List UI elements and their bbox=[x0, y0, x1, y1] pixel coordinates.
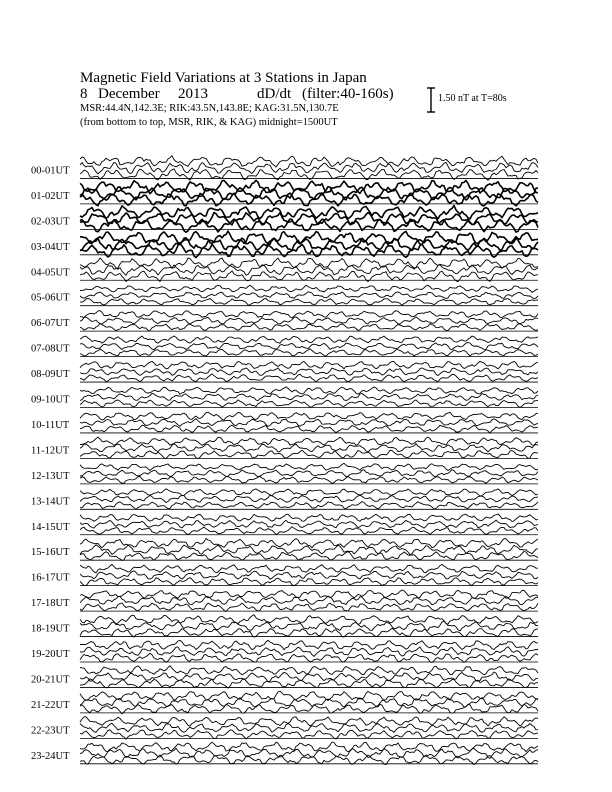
trace-msr bbox=[80, 425, 538, 433]
hour-label: 08-09UT bbox=[31, 369, 70, 381]
trace-kag bbox=[80, 489, 538, 496]
trace-kag bbox=[80, 564, 538, 572]
trace-msr bbox=[80, 323, 538, 330]
trace-msr bbox=[80, 476, 538, 483]
trace-kag bbox=[80, 387, 538, 395]
trace-rik bbox=[80, 596, 538, 605]
hour-label: 06-07UT bbox=[31, 318, 70, 330]
station-coordinates: MSR:44.4N,142.3E; RIK:43.5N,143.8E; KAG:31.5N,130.7E bbox=[80, 103, 339, 114]
trace-msr bbox=[80, 730, 538, 739]
hour-label: 03-04UT bbox=[31, 241, 70, 253]
date-day: 8 bbox=[80, 86, 88, 102]
trace-kag bbox=[80, 285, 538, 292]
hour-rows bbox=[31, 156, 538, 765]
trace-msr bbox=[80, 628, 538, 637]
trace-msr bbox=[80, 502, 538, 510]
trace-kag bbox=[80, 640, 538, 649]
trace-kag bbox=[80, 361, 538, 369]
trace-msr bbox=[80, 755, 538, 765]
hour-label: 05-06UT bbox=[31, 292, 70, 304]
trace-rik bbox=[80, 187, 538, 200]
hour-label: 20-21UT bbox=[31, 674, 70, 686]
trace-rik bbox=[80, 444, 538, 453]
trace-kag bbox=[80, 615, 538, 625]
trace-msr bbox=[80, 299, 538, 306]
trace-rik bbox=[80, 470, 538, 477]
trace-msr bbox=[80, 374, 538, 382]
hour-label: 01-02UT bbox=[31, 190, 70, 202]
stacking-order-note: (from bottom to top, MSR, RIK, & KAG) midnight=1500UT bbox=[80, 117, 338, 128]
trace-kag bbox=[80, 180, 538, 193]
chart-title: Magnetic Field Variations at 3 Stations in Japan bbox=[80, 70, 367, 86]
hour-label: 11-12UT bbox=[31, 445, 70, 457]
trace-msr bbox=[80, 653, 538, 662]
hour-label: 04-05UT bbox=[31, 267, 70, 279]
hour-label: 21-22UT bbox=[31, 699, 70, 711]
trace-msr bbox=[80, 527, 538, 535]
hour-label: 12-13UT bbox=[31, 470, 70, 482]
trace-kag bbox=[80, 463, 538, 470]
trace-rik bbox=[80, 368, 538, 376]
trace-kag bbox=[80, 437, 538, 445]
trace-kag bbox=[80, 336, 538, 343]
hour-label: 13-14UT bbox=[31, 496, 70, 508]
trace-kag bbox=[80, 311, 538, 318]
trace-kag bbox=[80, 514, 538, 522]
trace-kag bbox=[80, 666, 538, 675]
trace-rik bbox=[80, 419, 538, 427]
trace-msr bbox=[80, 450, 538, 459]
trace-msr bbox=[80, 552, 538, 561]
trace-kag bbox=[80, 590, 538, 599]
hour-label: 00-01UT bbox=[31, 165, 70, 177]
trace-kag bbox=[80, 258, 538, 268]
trace-rik bbox=[80, 495, 538, 502]
trace-rik bbox=[80, 393, 538, 400]
date-month: December bbox=[98, 86, 160, 102]
trace-rik bbox=[80, 292, 538, 299]
trace-rik bbox=[80, 672, 538, 682]
hour-label: 17-18UT bbox=[31, 598, 70, 610]
trace-rik bbox=[80, 342, 538, 349]
trace-msr bbox=[80, 400, 538, 408]
scale-label: 1.50 nT at T=80s bbox=[438, 93, 507, 104]
trace-rik bbox=[80, 317, 538, 324]
date-year: 2013 bbox=[178, 86, 208, 102]
trace-kag bbox=[80, 412, 538, 420]
hour-label: 10-11UT bbox=[31, 419, 70, 431]
trace-kag bbox=[80, 742, 538, 752]
hour-label: 15-16UT bbox=[31, 547, 70, 559]
hour-label: 07-08UT bbox=[31, 343, 70, 355]
trace-kag bbox=[80, 539, 538, 548]
trace-rik bbox=[80, 748, 538, 758]
quantity-label: dD/dt bbox=[257, 86, 292, 102]
chart-header bbox=[0, 0, 612, 140]
hour-label: 16-17UT bbox=[31, 572, 70, 584]
trace-rik bbox=[80, 520, 538, 528]
trace-kag bbox=[80, 717, 538, 726]
magnetogram-plot bbox=[0, 140, 612, 792]
hour-label: 18-19UT bbox=[31, 623, 70, 635]
hour-label: 09-10UT bbox=[31, 394, 70, 406]
hour-label: 14-15UT bbox=[31, 521, 70, 533]
hour-label: 19-20UT bbox=[31, 649, 70, 660]
filter-label: (filter:40-160s) bbox=[302, 86, 394, 102]
trace-msr bbox=[80, 603, 538, 612]
trace-rik bbox=[80, 571, 538, 579]
trace-rik bbox=[80, 162, 538, 174]
trace-msr bbox=[80, 704, 538, 714]
scale-bar-icon bbox=[426, 87, 436, 113]
trace-rik bbox=[80, 698, 538, 708]
hour-label: 23-24UT bbox=[31, 750, 70, 762]
trace-msr bbox=[80, 349, 538, 356]
hour-label: 02-03UT bbox=[31, 216, 70, 228]
hour-label: 22-23UT bbox=[31, 725, 70, 737]
